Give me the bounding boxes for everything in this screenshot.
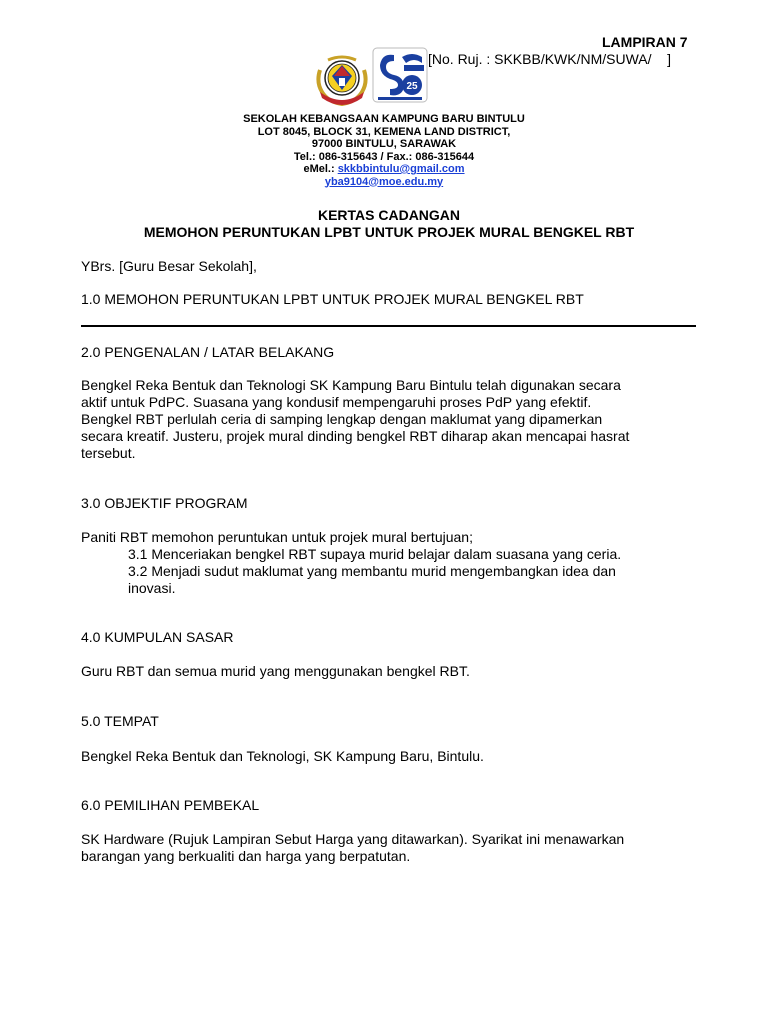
objective-item-2-line-1: 3.2 Menjadi sudut maklumat yang membantu murid mengembangkan idea dan: [128, 563, 616, 579]
section-3-intro: Paniti RBT memohon peruntukan untuk projek mural bertujuan;: [81, 529, 473, 545]
section-2-body: [81, 377, 701, 462]
section-2-line: Bengkel Reka Bentuk dan Teknologi SK Kampung Baru Bintulu telah digunakan secara: [81, 377, 621, 393]
section-2-line: aktif untuk PdPC. Suasana yang kondusif mempengaruhi proses PdP yang efektif.: [81, 394, 592, 410]
objective-list: [128, 546, 700, 597]
email-row-2: [150, 176, 618, 189]
section-5-heading: 5.0 TEMPAT: [81, 713, 159, 729]
school-name: SEKOLAH KEBANGSAAN KAMPUNG BARU BINTULU: [243, 113, 525, 125]
anniversary-logo: [372, 47, 428, 103]
section-2-heading: 2.0 PENGENALAN / LATAR BELAKANG: [81, 344, 335, 360]
divider-line: [81, 325, 696, 327]
title-line-2: MEMOHON PERUNTUKAN LPBT UNTUK PROJEK MURAL BENGKEL RBT: [143, 224, 635, 240]
phone-fax: Tel.: 086-315643 / Fax.: 086-315644: [293, 150, 475, 163]
salutation: YBrs. [Guru Besar Sekolah],: [81, 258, 257, 274]
email-row: [150, 163, 618, 176]
section-5-body: Bengkel Reka Bentuk dan Teknologi, SK Kampung Baru, Bintulu.: [81, 748, 484, 764]
objective-item-1: 3.1 Menceriakan bengkel RBT supaya murid belajar dalam suasana yang ceria.: [128, 546, 622, 562]
section-6-line-2: barangan yang berkualiti dan harga yang berpatutan.: [81, 848, 411, 864]
section-6-heading: 6.0 PEMILIHAN PEMBEKAL: [81, 797, 260, 813]
address-line-2: 97000 BINTULU, SARAWAK: [311, 138, 457, 150]
reference-number: [No. Ruj. : SKKBB/KWK/NM/SUWA/ ]: [428, 51, 671, 67]
school-header: [150, 113, 618, 188]
section-2-line: Bengkel RBT perlulah ceria di samping lengkap dengan maklumat yang dipamerkan: [81, 411, 603, 427]
section-4-body: Guru RBT dan semua murid yang menggunakan bengkel RBT.: [81, 663, 470, 679]
email-link-1[interactable]: skkbbintulu@gmail.com: [337, 163, 465, 175]
section-6-line-1: SK Hardware (Rujuk Lampiran Sebut Harga yang ditawarkan). Syarikat ini menawarkan: [81, 831, 625, 847]
section-2-line: secara kreatif. Justeru, projek mural dinding bengkel RBT diharap akan mencapai hasrat: [81, 428, 630, 444]
section-2-line: tersebut.: [81, 445, 136, 461]
title-line-1: KERTAS CADANGAN: [317, 207, 461, 223]
school-crest-logo: [314, 52, 370, 108]
section-3-heading: 3.0 OBJEKTIF PROGRAM: [81, 495, 248, 511]
email-link-2[interactable]: yba9104@moe.edu.my: [324, 175, 444, 188]
attachment-label: LAMPIRAN 7: [602, 34, 688, 50]
anniversary-number: 25: [406, 81, 418, 92]
document-title: [84, 207, 694, 241]
email-label: eMel.:: [303, 163, 338, 175]
objective-item-2-line-2: inovasi.: [128, 580, 176, 596]
section-1-heading: 1.0 MEMOHON PERUNTUKAN LPBT UNTUK PROJEK MURAL BENGKEL RBT: [81, 291, 584, 307]
section-4-heading: 4.0 KUMPULAN SASAR: [81, 629, 234, 645]
section-6-body: [81, 831, 701, 865]
address-line-1: LOT 8045, BLOCK 31, KEMENA LAND DISTRICT,: [257, 125, 511, 138]
